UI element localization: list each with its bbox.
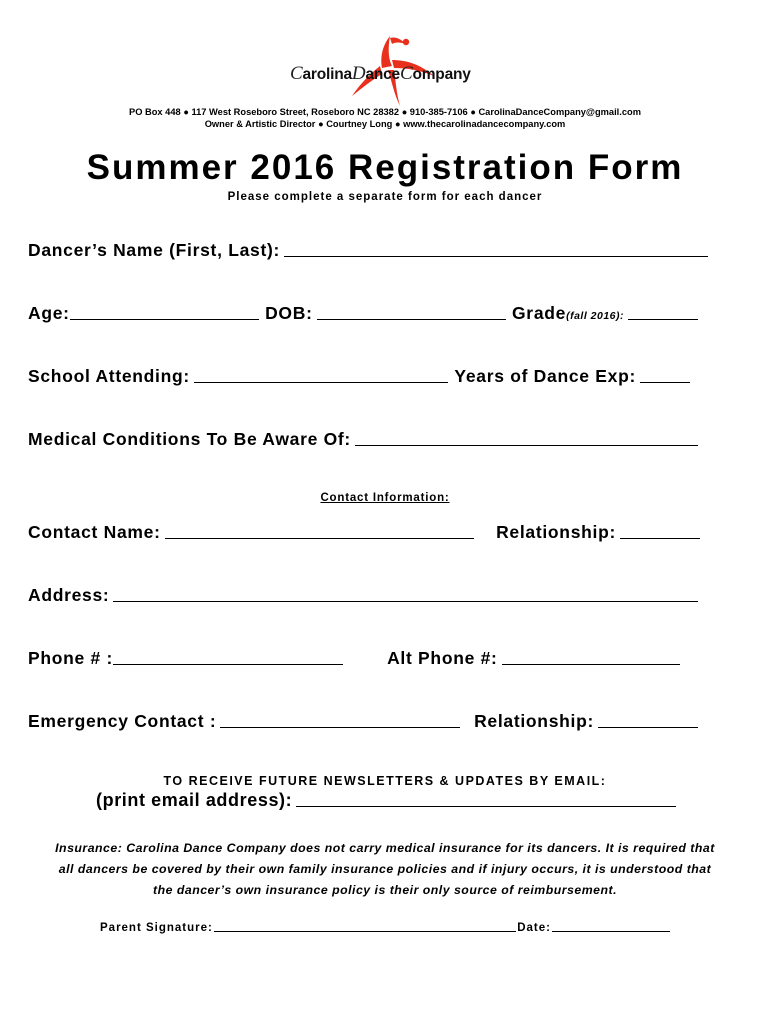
age-label: Age: [28,303,70,323]
company-address-line: PO Box 448 ● 117 West Roseboro Street, Roseboro NC 28382 ● 910-385-7106 ● CarolinaDanceCompany@gmail.com [129,107,641,117]
grade-field[interactable] [628,319,698,320]
contact-name-label: Contact Name: [28,522,161,542]
phone-label: Phone # : [28,648,114,668]
dob-field[interactable] [317,319,506,320]
date-field[interactable] [552,931,670,932]
dancer-name-field[interactable] [284,256,708,257]
emergency-label: Emergency Contact : [28,711,217,731]
logo-wordmark: CarolinaDanceCompany [290,63,471,84]
medical-row [28,429,698,450]
dancer-name-label: Dancer’s Name (First, Last): [28,240,281,260]
school-label: School Attending: [28,366,190,386]
contact-section-title: Contact Information: [320,492,450,504]
school-years-row [28,366,690,387]
email-row [96,790,676,811]
date-label: Date: [517,922,551,934]
phone-row [28,648,680,669]
signature-label: Parent Signature: [100,922,213,934]
email-label: (print email address): [96,790,293,810]
age-field[interactable] [70,319,259,320]
signature-field[interactable] [214,931,516,932]
alt-phone-label: Alt Phone #: [387,648,498,668]
newsletter-heading: TO RECEIVE FUTURE NEWSLETTERS & UPDATES BY EMAIL: [163,774,607,788]
emergency-relationship-field[interactable] [598,727,698,728]
grade-label: Grade [512,303,567,323]
address-field[interactable] [113,601,698,602]
emergency-relationship-label: Relationship: [474,711,594,731]
dancer-name-row [28,240,708,261]
insurance-notice: Insurance: Carolina Dance Company does not carry medical insurance for its dancers. It is required that all dancers be covered by their own family insurance policies and if injury occurs, it is understood that the dancer’s own insurance policy is their only source of reimbursement. [55,841,715,897]
alt-phone-field[interactable] [502,664,680,665]
email-field[interactable] [296,806,676,807]
school-field[interactable] [194,382,448,383]
address-row [28,585,698,606]
company-owner-line: Owner & Artistic Director ● Courtney Long ● www.thecarolinadancecompany.com [204,119,566,129]
contact-name-field[interactable] [165,538,474,539]
years-exp-field[interactable] [640,382,690,383]
relationship-field[interactable] [620,538,700,539]
grade-note: (fall 2016): [566,310,625,322]
dob-label: DOB: [265,303,313,323]
emergency-field[interactable] [220,727,460,728]
company-logo [230,30,540,110]
phone-field[interactable] [113,664,343,665]
address-label: Address: [28,585,110,605]
relationship-label: Relationship: [496,522,616,542]
emergency-row [28,711,698,732]
form-subtitle: Please complete a separate form for each dancer [227,191,543,203]
age-dob-grade-row [28,303,698,324]
form-title: Summer 2016 Registration Form [86,148,684,187]
medical-field[interactable] [355,445,698,446]
contact-name-row [28,522,700,543]
signature-row [100,922,670,934]
years-exp-label: Years of Dance Exp: [454,366,636,386]
medical-label: Medical Conditions To Be Aware Of: [28,429,351,449]
